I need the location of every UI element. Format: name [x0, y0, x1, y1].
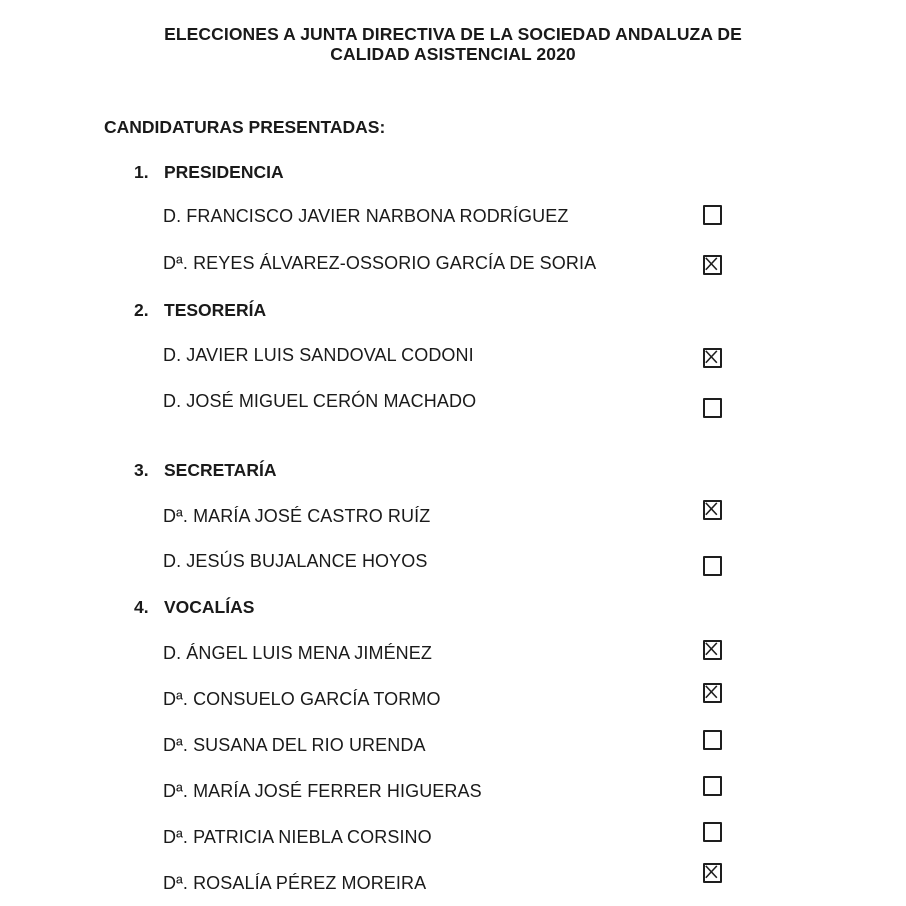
section-label: SECRETARÍA — [164, 460, 277, 480]
cross-mark-icon — [705, 865, 720, 881]
candidate-name: D. FRANCISCO JAVIER NARBONA RODRÍGUEZ — [163, 206, 569, 226]
section-number: 2. — [134, 300, 149, 320]
section-number: 4. — [134, 597, 149, 617]
candidate-row — [163, 872, 743, 902]
cross-mark-icon — [705, 502, 720, 518]
title-line-2: CALIDAD ASISTENCIAL 2020 — [330, 44, 576, 64]
candidate-name: D. JESÚS BUJALANCE HOYOS — [163, 551, 428, 571]
vote-checkbox[interactable] — [703, 776, 722, 796]
title-line-1: ELECCIONES A JUNTA DIRECTIVA DE LA SOCIEDAD ANDALUZA DE — [164, 24, 742, 44]
section-tesoreria — [134, 300, 266, 320]
vote-checkbox[interactable] — [703, 683, 722, 703]
vote-checkbox[interactable] — [703, 500, 722, 520]
candidate-name: Dª. REYES ÁLVAREZ-OSSORIO GARCÍA DE SORIA — [163, 253, 597, 273]
vote-checkbox[interactable] — [703, 556, 722, 576]
vote-checkbox[interactable] — [703, 255, 722, 275]
candidate-row — [163, 688, 743, 718]
cross-mark-icon — [705, 685, 720, 701]
section-label: VOCALÍAS — [164, 597, 255, 617]
section-number: 1. — [134, 162, 149, 182]
section-vocalias — [134, 597, 254, 617]
section-presidencia — [134, 162, 284, 182]
section-label: TESORERÍA — [164, 300, 267, 320]
candidacies-heading: CANDIDATURAS PRESENTADAS: — [104, 117, 386, 137]
candidate-row — [163, 390, 743, 420]
candidate-row — [163, 826, 743, 856]
vote-checkbox[interactable] — [703, 822, 722, 842]
vote-checkbox[interactable] — [703, 348, 722, 368]
vote-checkbox[interactable] — [703, 640, 722, 660]
document-title — [0, 24, 906, 64]
candidate-row — [163, 642, 743, 672]
section-number: 3. — [134, 460, 149, 480]
vote-checkbox[interactable] — [703, 205, 722, 225]
section-secretaria — [134, 460, 276, 480]
candidate-row — [163, 252, 743, 282]
candidate-name: Dª. PATRICIA NIEBLA CORSINO — [163, 827, 432, 847]
candidate-name: Dª. CONSUELO GARCÍA TORMO — [163, 689, 441, 709]
cross-mark-icon — [705, 642, 720, 658]
vote-checkbox[interactable] — [703, 398, 722, 418]
candidate-name: D. JOSÉ MIGUEL CERÓN MACHADO — [163, 391, 477, 411]
candidate-row — [163, 550, 743, 580]
candidate-row — [163, 734, 743, 764]
candidate-row — [163, 505, 743, 535]
candidate-row — [163, 205, 743, 235]
candidate-name: Dª. MARÍA JOSÉ FERRER HIGUERAS — [163, 781, 482, 801]
vote-checkbox[interactable] — [703, 730, 722, 750]
cross-mark-icon — [705, 350, 720, 366]
candidate-row — [163, 780, 743, 810]
candidate-name: D. JAVIER LUIS SANDOVAL CODONI — [163, 345, 474, 365]
candidate-name: D. ÁNGEL LUIS MENA JIMÉNEZ — [163, 643, 432, 663]
section-label: PRESIDENCIA — [164, 162, 284, 182]
cross-mark-icon — [705, 257, 720, 273]
candidate-name: Dª. MARÍA JOSÉ CASTRO RUÍZ — [163, 506, 431, 526]
vote-checkbox[interactable] — [703, 863, 722, 883]
candidate-row — [163, 344, 743, 374]
candidate-name: Dª. SUSANA DEL RIO URENDA — [163, 735, 426, 755]
candidate-name: Dª. ROSALÍA PÉREZ MOREIRA — [163, 873, 427, 893]
